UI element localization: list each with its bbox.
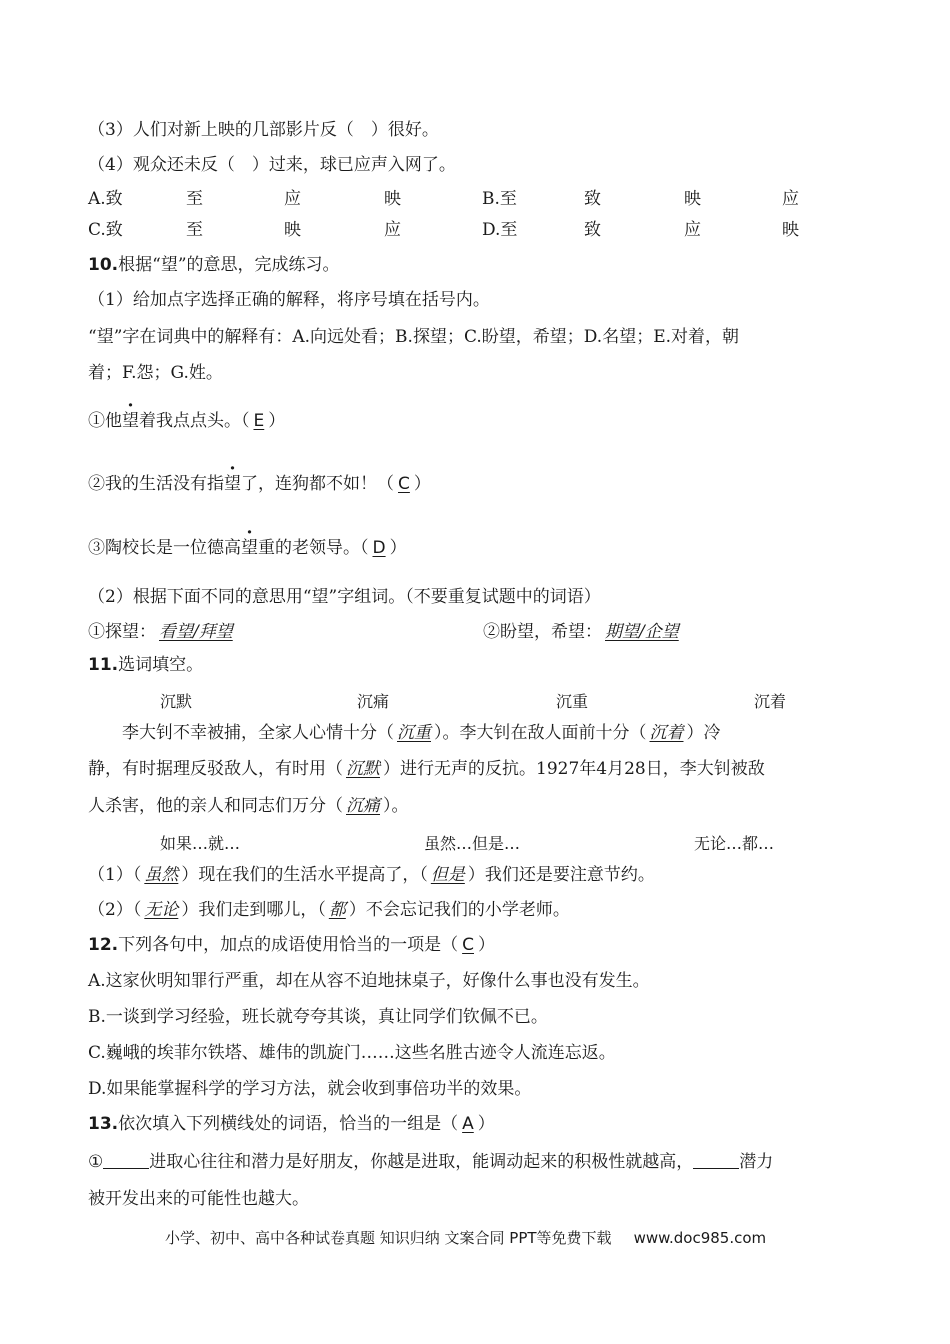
q10-sentence-2 xyxy=(88,473,431,495)
item-4-line: （4）观众还未反（ ）过来，球已应声入网了。 xyxy=(88,155,456,175)
paragraph-text: 人杀害，他的亲人和同志们万分（ xyxy=(88,796,343,816)
option-cell: 至 xyxy=(186,220,203,240)
paragraph-text: ）冷 xyxy=(686,723,721,743)
sentence-text: ）我们还是要注意节约。 xyxy=(467,865,655,885)
sentence-text: 重的老领导。（ xyxy=(258,538,369,558)
paragraph-text: ）进行无声的反抗。1927年4月28日，李大钊被敌 xyxy=(383,759,765,779)
question-number: 13. xyxy=(88,1114,119,1134)
question-text: 选词填空。 xyxy=(118,655,204,675)
option-cell: 映 xyxy=(384,189,401,209)
option-cell: 映 xyxy=(284,220,301,240)
answer-text: 沉默 xyxy=(346,759,380,779)
option-cell: 应 xyxy=(284,189,301,209)
q11-paragraph-line-1 xyxy=(122,722,721,744)
q10-sentence-1 xyxy=(88,410,285,432)
question-text: 下列各句中，加点的成语使用恰当的一项是（ xyxy=(118,935,459,955)
q10-part-2-answers-b xyxy=(483,621,682,643)
option-cell: B.至 xyxy=(482,189,517,209)
question-text: ） xyxy=(477,1114,495,1134)
paragraph-text: ）。 xyxy=(383,796,409,816)
q11-conjunction-2 xyxy=(88,899,570,921)
answer-text: 沉着 xyxy=(649,723,684,743)
q10-part-2-answers xyxy=(88,621,236,643)
sentence-text: ）现在我们的生活水平提高了，（ xyxy=(181,865,428,885)
option-cell: 应 xyxy=(384,220,401,240)
answer-label: ①探望： xyxy=(88,622,156,642)
option-cell: 映 xyxy=(782,220,799,240)
sentence-text: ①他 xyxy=(88,411,122,431)
option-cell: C.致 xyxy=(88,220,123,240)
question-text: 依次填入下列横线处的词语，恰当的一组是（ xyxy=(118,1114,459,1134)
sentence-text: ） xyxy=(389,538,407,558)
question-number: 12. xyxy=(88,935,119,955)
q12-option-c: C.巍峨的埃菲尔铁塔、雄伟的凯旋门……这些名胜古迹令人流连忘返。 xyxy=(88,1043,616,1063)
answer-text: 沉重 xyxy=(397,723,431,743)
sentence-text: 着我点点头。（ xyxy=(139,411,250,431)
footer-link[interactable]: www.doc985.com xyxy=(633,1229,767,1247)
q10-definitions-1: “望”字在词典中的解释有：A.向远处看；B.探望；C.盼望，希望；D.名望；E.对着，朝 xyxy=(88,327,740,347)
conjunction-choice: 如果…就… xyxy=(160,834,241,853)
answer-text: 但是 xyxy=(430,865,465,885)
sentence-text: ） xyxy=(413,474,431,494)
footer-text: 小学、初中、高中各种试卷真题 知识归纳 文案合同 PPT等免费下载 xyxy=(165,1229,612,1247)
page-footer xyxy=(165,1227,766,1248)
answer-text: 无论 xyxy=(144,900,179,920)
answer-text: A xyxy=(462,1114,474,1134)
question-text: ） xyxy=(478,935,495,955)
option-cell: 致 xyxy=(584,220,601,240)
q13-line-1 xyxy=(88,1151,773,1173)
question-text: 根据“望”的意思，完成练习。 xyxy=(118,255,340,275)
word-choice: 沉默 xyxy=(160,692,193,711)
sentence-text: ②我的生活没有指 xyxy=(88,474,224,494)
sentence-text: （1）（ xyxy=(88,865,142,885)
paragraph-text: ）。李大钊在敌人面前十分（ xyxy=(434,723,647,743)
sentence-text: （2）（ xyxy=(88,900,142,920)
q12-option-b: B.一谈到学习经验，班长就夸夸其谈，真让同学们钦佩不已。 xyxy=(88,1007,548,1027)
q11-paragraph-line-3 xyxy=(88,795,409,817)
option-cell: 映 xyxy=(684,189,701,209)
answer-text: C xyxy=(462,935,474,955)
answer-text: 看望/拜望 xyxy=(159,622,233,642)
word-choice: 沉痛 xyxy=(357,692,390,711)
answer-text: E xyxy=(253,411,265,431)
sentence-text: 了，连狗都不如！（ xyxy=(241,474,394,494)
word-choice: 沉着 xyxy=(754,692,787,711)
dotted-char: 望 xyxy=(241,538,258,558)
q13-line-2: 被开发出来的可能性也越大。 xyxy=(88,1189,309,1209)
q10-sentence-3 xyxy=(88,537,407,559)
q12-option-a: A.这家伙明知罪行严重，却在从容不迫地抹桌子，好像什么事也没有发生。 xyxy=(88,971,650,991)
sentence-text: 潜力 xyxy=(739,1152,774,1172)
q10-part-1: （1）给加点字选择正确的解释，将序号填在括号内。 xyxy=(88,290,490,310)
sentence-text: 进取心往往和潜力是好朋友，你越是进取，能调动起来的积极性就越高， xyxy=(149,1152,694,1172)
option-cell: 应 xyxy=(684,220,701,240)
item-3-line: （3）人们对新上映的几部影片反（ ）很好。 xyxy=(88,120,439,140)
q10-part-2: （2）根据下面不同的意思用“望”字组词。（不要重复试题中的词语） xyxy=(88,587,601,607)
question-number: 10. xyxy=(88,255,119,275)
question-12-title xyxy=(88,934,495,956)
answer-text: 沉痛 xyxy=(346,796,380,816)
option-cell: 应 xyxy=(782,189,799,209)
dotted-char: 望 xyxy=(122,411,139,431)
conjunction-choice: 无论…都… xyxy=(694,834,775,853)
question-11-title xyxy=(88,654,203,676)
fill-blank xyxy=(103,1152,149,1169)
dotted-char: 望 xyxy=(224,474,241,494)
paragraph-text: 静，有时据理反驳敌人，有时用（ xyxy=(88,759,343,779)
question-number: 11. xyxy=(88,655,119,675)
option-cell: 至 xyxy=(186,189,203,209)
sentence-text: ） xyxy=(268,411,286,431)
sentence-text: ① xyxy=(88,1152,104,1172)
option-cell: D.至 xyxy=(482,220,518,240)
answer-text: 都 xyxy=(328,900,346,920)
sentence-text: ③陶校长是一位德高 xyxy=(88,538,241,558)
q11-paragraph-line-2 xyxy=(88,758,765,780)
question-10-title xyxy=(88,254,340,276)
fill-blank xyxy=(693,1152,739,1169)
answer-text: 虽然 xyxy=(144,865,179,885)
paragraph-text: 李大钊不幸被捕，全家人心情十分（ xyxy=(122,723,394,743)
option-cell: A.致 xyxy=(88,189,123,209)
sentence-text: ）我们走到哪儿，（ xyxy=(181,900,326,920)
conjunction-choice: 虽然…但是… xyxy=(424,834,521,853)
q10-definitions-2: 着；F.怨；G.姓。 xyxy=(88,363,223,383)
answer-text: C xyxy=(398,474,410,494)
answer-label: ②盼望，希望： xyxy=(483,622,602,642)
q12-option-d: D.如果能掌握科学的学习方法，就会收到事倍功半的效果。 xyxy=(88,1079,532,1099)
answer-text: 期望/企望 xyxy=(605,622,679,642)
answer-text: D xyxy=(372,538,386,558)
q11-conjunction-1 xyxy=(88,864,655,886)
question-13-title xyxy=(88,1113,495,1135)
sentence-text: ）不会忘记我们的小学老师。 xyxy=(348,900,570,920)
word-choice: 沉重 xyxy=(556,692,589,711)
option-cell: 致 xyxy=(584,189,601,209)
